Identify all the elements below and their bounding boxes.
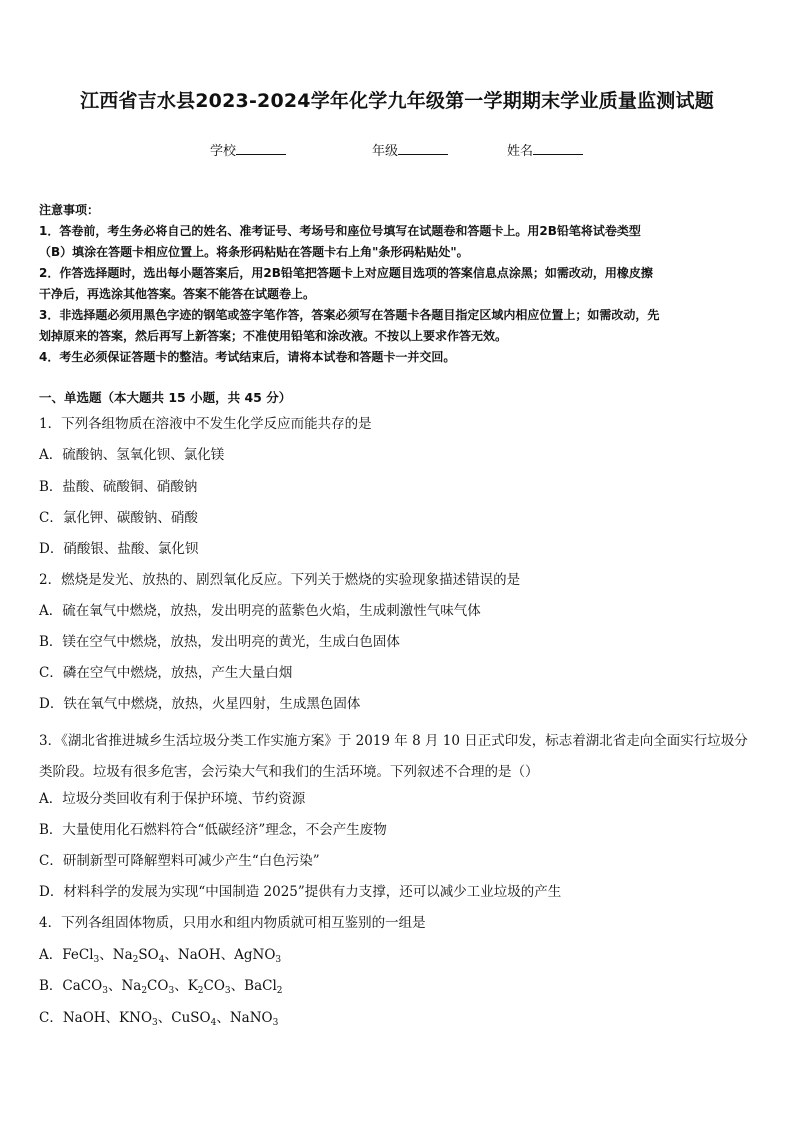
question-3-option-a[interactable]: A．垃圾分类回收有利于保护环境、节约资源 [39, 791, 306, 807]
question-1-option-b[interactable]: B．盐酸、硫酸铜、硝酸钠 [39, 479, 198, 495]
question-2-option-b[interactable]: B．镁在空气中燃烧，放热，发出明亮的黄光，生成白色固体 [39, 634, 400, 650]
question-3-option-c[interactable]: C．研制新型可降解塑料可减少产生“白色污染” [39, 853, 320, 869]
notice-line: 干净后，再选涂其他答案。答案不能答在试题卷上。 [39, 287, 316, 301]
separator: 、 [164, 947, 178, 963]
chemical-formula: NaOH [62, 1010, 106, 1026]
chemical-formula: CaCO$_3$ [62, 978, 108, 996]
separator: 、 [105, 1010, 120, 1026]
chemical-formula: BaCl$_2$ [244, 978, 283, 996]
question-4-option-c[interactable] [39, 1008, 278, 1028]
question-3-option-b[interactable]: B．大量使用化石燃料符合“低碳经济”理念，不会产生废物 [39, 822, 387, 838]
grade-blank[interactable] [398, 142, 448, 155]
section-title: 一、单选题（本大题共 15 小题，共 45 分） [39, 390, 292, 405]
separator: 、 [216, 1010, 230, 1026]
separator: 、 [157, 1010, 172, 1026]
option-label: A． [39, 947, 63, 963]
chemical-formula: $K_2CO_3$ [187, 978, 231, 996]
question-stem-line: 3．《湖北省推进城乡生活垃圾分类工作实施方案》于 2019 年 8 月 10 日正式印发，标志着湖北省走向全面实行垃圾分 [39, 733, 748, 749]
question-4-stem [39, 913, 761, 933]
separator: 、 [107, 978, 122, 994]
notice-block [39, 200, 761, 368]
question-1-option-d[interactable]: D．硝酸银、盐酸、氯化钡 [39, 541, 199, 557]
option-label: B． [39, 978, 63, 994]
grade-label: 年级 [372, 144, 399, 159]
question-1-option-a[interactable]: A．硫酸钠、氢氧化钡、氯化镁 [39, 447, 225, 463]
separator: 、 [220, 947, 235, 963]
question-stem-line: 1．下列各组物质在溶液中不发生化学反应而能共存的是 [39, 416, 372, 432]
chemical-formula: $KNO_3$ [119, 1010, 158, 1028]
question-stem-line: 类阶段。垃圾有很多危害，会污染大气和我们的生活环境。下列叙述不合理的是（） [39, 764, 539, 780]
chemical-formula: AgNO$_3$ [234, 947, 282, 965]
notice-line: 1．答卷前，考生务必将自己的姓名、准考证号、考场号和座位号填写在试题卷和答题卡上。用2B铅笔将试卷类型 [39, 224, 641, 238]
question-3-stem [39, 726, 761, 788]
question-1-stem [39, 414, 761, 434]
name-field[interactable] [507, 140, 583, 159]
chemical-formula: $Na_2CO_3$ [121, 978, 175, 996]
question-3-option-d[interactable]: D．材料科学的发展为实现“中国制造 2025”提供有力支撑，还可以减少工业垃圾的产生 [39, 884, 562, 900]
school-label: 学校 [210, 144, 237, 159]
question-4-option-a[interactable] [39, 945, 281, 965]
question-2-option-c[interactable]: C．磷在空气中燃烧，放热，产生大量白烟 [39, 665, 293, 681]
grade-field[interactable] [372, 140, 448, 159]
question-2-stem [39, 570, 761, 590]
school-field[interactable] [210, 140, 286, 159]
question-2-option-d[interactable]: D．铁在氧气中燃烧，放热，火星四射，生成黑色固体 [39, 696, 361, 712]
separator: 、 [174, 978, 188, 994]
school-blank[interactable] [236, 142, 286, 155]
notice-line: 划掉原来的答案，然后再写上新答案；不准使用铅笔和涂改液。不按以上要求作答无效。 [39, 329, 508, 343]
notice-line: 3．非选择题必须用黑色字迹的钢笔或签字笔作答，答案必须写在答题卡各题目指定区域内相应位置上；如需改动，先 [39, 308, 660, 322]
separator: 、 [99, 947, 113, 963]
chemical-formula: CuSO$_4$ [171, 1010, 217, 1028]
question-2-option-a[interactable]: A．硫在氧气中燃烧，放热，发出明亮的蓝紫色火焰，生成刺激性气味气体 [39, 603, 481, 619]
name-blank[interactable] [533, 142, 583, 155]
question-4-option-b[interactable] [39, 976, 283, 996]
question-stem-line: 4．下列各组固体物质，只用水和组内物质就可相互鉴别的一组是 [39, 915, 426, 931]
notice-line: 2．作答选择题时，选出每小题答案后，用2B铅笔把答题卡上对应题目选项的答案信息点涂黑；如需改动，用橡皮擦 [39, 266, 653, 280]
separator: 、 [230, 978, 245, 994]
chemical-formula: NaNO$_3$ [229, 1010, 279, 1028]
chemical-formula: NaOH [177, 947, 221, 963]
notice-line: 4．考生必须保证答题卡的整洁。考试结束后，请将本试卷和答题卡一并交回。 [39, 350, 456, 364]
question-stem-line: 2．燃烧是发光、放热的、剧烈氧化反应。下列关于燃烧的实验现象描述错误的是 [39, 572, 521, 588]
notice-heading: 注意事项： [39, 203, 100, 217]
question-1-option-c[interactable]: C．氯化钾、碳酸钠、硝酸 [39, 510, 198, 526]
option-label: C． [39, 1010, 63, 1026]
chemical-formula: FeCl$_3$ [62, 947, 100, 965]
notice-line: （B）填涂在答题卡相应位置上。将条形码粘贴在答题卡右上角"条形码粘贴处"。 [39, 245, 469, 259]
chemical-formula: $Na_2SO_4$ [112, 947, 165, 965]
page-title: 江西省吉水县2023-2024学年化学九年级第一学期期末学业质量监测试题 [80, 90, 714, 112]
name-label: 姓名 [507, 144, 534, 159]
